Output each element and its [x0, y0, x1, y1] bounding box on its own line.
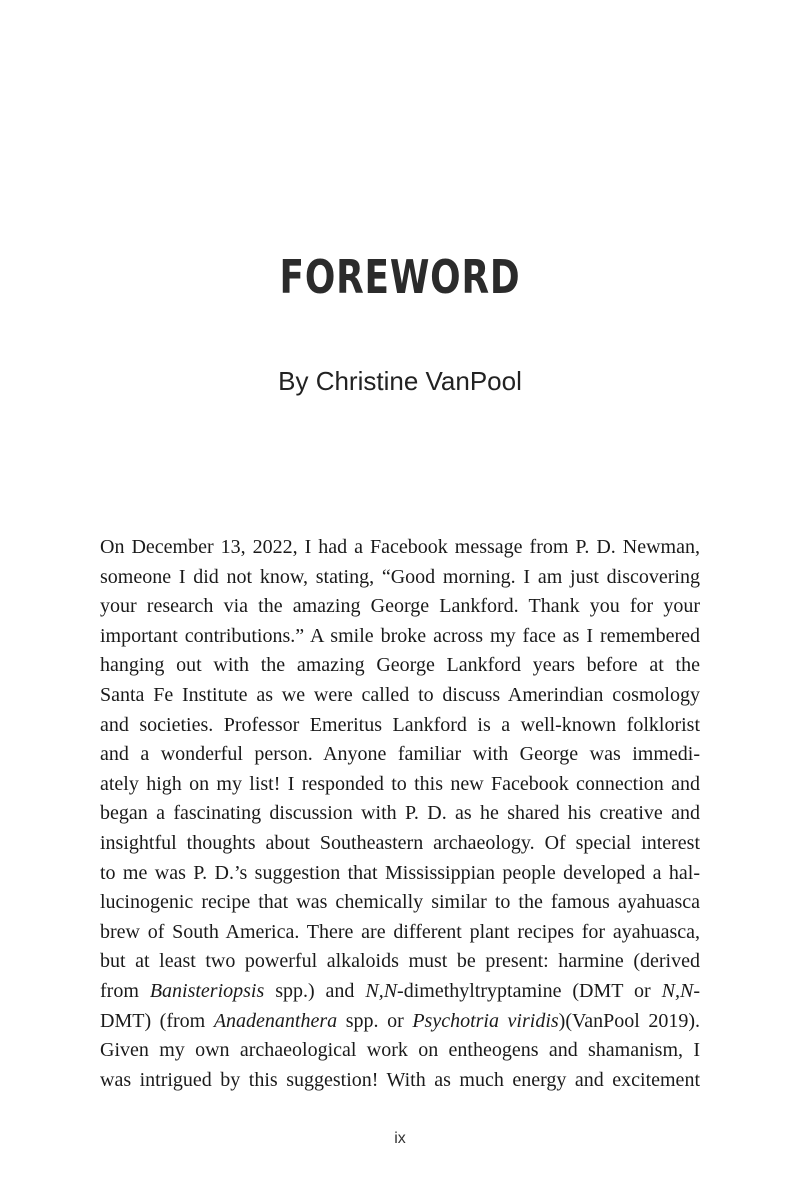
italic-run: N,N [661, 979, 694, 1002]
italic-run: N,N [365, 979, 398, 1002]
text-run: - [693, 979, 700, 1002]
text-line: important contributions.” A smile broke across my face as I remembered [100, 624, 700, 647]
text-line: began a fascinating discussion with P. D. as he shared his creative and [100, 802, 700, 825]
body-text [100, 533, 700, 1095]
text-line: was intrigued by this suggestion! With as much energy and excitement [100, 1068, 700, 1091]
text-line: and a wonderful person. Anyone familiar with George was immedi- [100, 743, 700, 766]
text-line: insightful thoughts about Southeastern archaeology. Of special interest [100, 831, 700, 854]
text-line: but at least two powerful alkaloids must be present: harmine (derived [100, 950, 700, 973]
chapter-byline: By Christine VanPool [278, 366, 522, 396]
text-line-italic-mixed [100, 1007, 700, 1037]
text-run: DMT) (from [100, 1009, 214, 1032]
text-line: Santa Fe Institute as we were called to discuss Amerindian cosmology [100, 683, 700, 706]
italic-run: Psychotria viridis [412, 1009, 559, 1032]
text-line: your research via the amazing George Lankford. Thank you for your [100, 595, 700, 618]
text-line: lucinogenic recipe that was chemically similar to the famous ayahuasca [100, 891, 700, 914]
text-line: brew of South America. There are different plant recipes for ayahuasca, [100, 920, 700, 943]
text-line: ately high on my list! I responded to this new Facebook connection and [100, 772, 700, 795]
text-line: Given my own archaeological work on entheogens and shamanism, I [100, 1039, 700, 1062]
italic-run: Anadenanthera [213, 1009, 338, 1032]
chapter-title: FOREWORD [279, 250, 521, 304]
text-run: )(VanPool 2019). [558, 1009, 701, 1032]
text-line: someone I did not know, stating, “Good morning. I am just discovering [100, 565, 700, 588]
italic-run: Banisteriopsis [149, 979, 265, 1002]
text-line: to me was P. D.’s suggestion that Mississippian people developed a hal- [100, 861, 700, 884]
text-run: spp. or [337, 1009, 413, 1032]
text-run: spp.) and [264, 979, 366, 1002]
text-line-italic-mixed [100, 977, 700, 1007]
text-line: and societies. Professor Emeritus Lankford is a well-known folklorist [100, 713, 700, 736]
page-number: ix [394, 1130, 406, 1147]
text-run: -dimethyltryptamine (DMT or [397, 979, 662, 1002]
text-run: from [100, 979, 150, 1002]
text-line: hanging out with the amazing George Lankford years before at the [100, 654, 700, 677]
text-line: On December 13, 2022, I had a Facebook message from P. D. Newman, [100, 536, 700, 558]
